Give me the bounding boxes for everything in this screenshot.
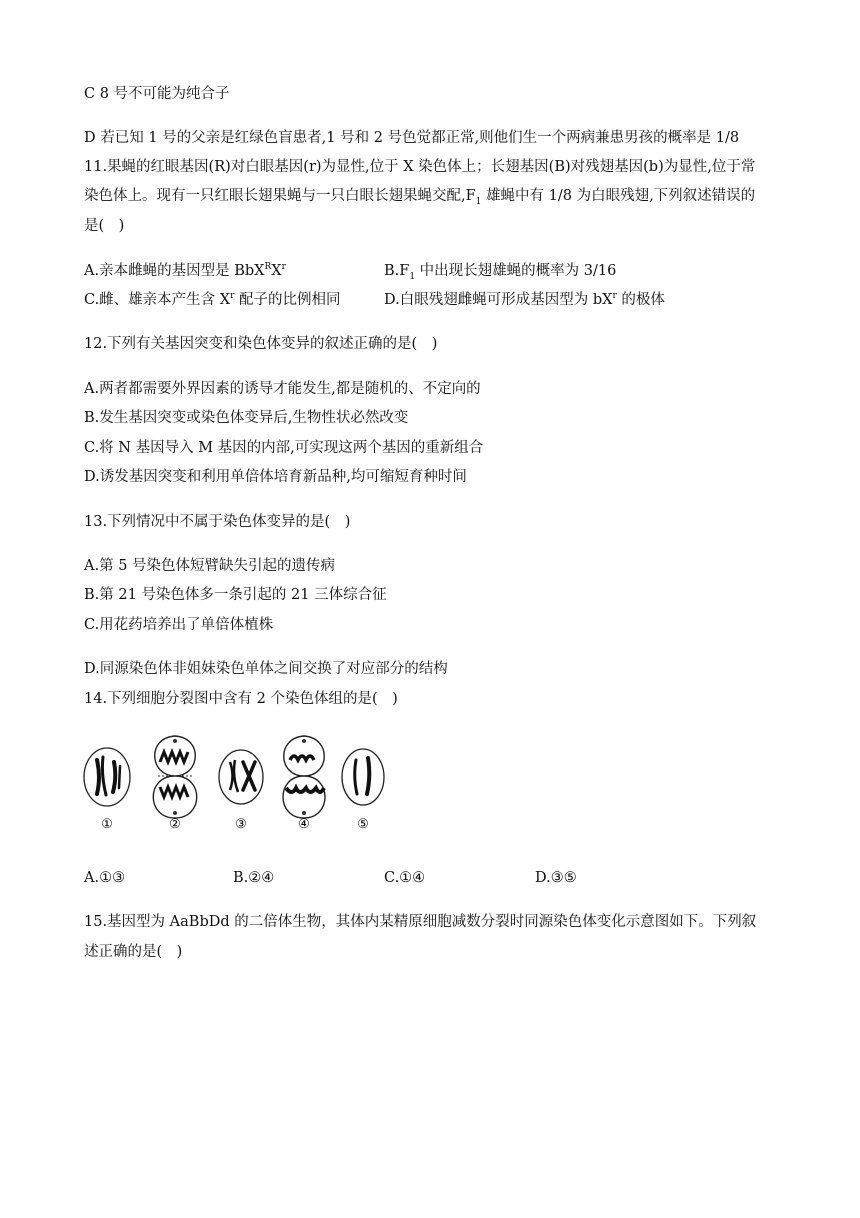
figure-label-3: ③ [235,817,247,832]
cell-3-diagram [219,750,263,804]
figure-label-5: ⑤ [357,817,369,832]
q10-option-d: D 若已知 1 号的父亲是红绿色盲患者,1 号和 2 号色觉都正常,则他们生一个两病兼患男孩的概率是 1/8 [84,130,740,146]
q12-stem: 12.下列有关基因突变和染色体变异的叙述正确的是( ) [84,336,438,352]
q15-stem-line1: 15.基因型为 AaBbDd 的二倍体生物，其体内某精原细胞减数分裂时同源染色体变化示意图如下。下列叙 [84,914,757,930]
q14-option-c: C.①④ [384,870,426,886]
q14-option-b: B.②④ [233,870,275,886]
cell-division-figure [80,732,390,834]
q12-option-b: B.发生基因突变或染色体变异后,生物性状必然改变 [84,410,409,426]
figure-label-4: ④ [298,817,310,832]
q14-option-d: D.③⑤ [535,870,577,886]
figure-label-1: ① [101,817,113,832]
cell-4-diagram [283,736,325,818]
q13-option-c: C.用花药培养出了单倍体植株 [84,617,274,633]
q11-stem-line1: 11.果蝇的红眼基因(R)对白眼基因(r)为显性,位于 X 染色体上；长翅基因(B)对残翅基因(b)为显性,位于常 [84,159,756,175]
q15-stem-line2: 述正确的是( ) [84,944,183,960]
q14-option-a: A.①③ [84,870,126,886]
cell-2-diagram [153,736,197,818]
q10-option-c: C 8 号不可能为纯合子 [84,86,230,102]
q13-option-b: B.第 21 号染色体多一条引起的 21 三体综合征 [84,587,387,603]
q13-option-d: D.同源染色体非姐妹染色单体之间交换了对应部分的结构 [84,661,448,677]
q12-option-c: C.将 N 基因导入 M 基因的内部,可实现这两个基因的重新组合 [84,440,484,456]
q11-option-c: C.雌、雄亲本产生含 $X^r$ 配子的比例相同 [84,291,341,308]
q13-stem: 13.下列情况中不属于染色体变异的是( ) [84,514,351,530]
q12-option-a: A.两者都需要外界因素的诱导才能发生,都是随机的、不定向的 [84,381,481,397]
q11-option-b: $B.F_1$ 中出现长翅雄蝇的概率为 3/16 [384,263,617,282]
q11-option-a: A.亲本雌蝇的基因型是 $BbX^RX^r$ [84,262,286,279]
q14-stem: 14.下列细胞分裂图中含有 2 个染色体组的是( ) [84,691,398,707]
figure-label-2: ② [169,817,181,832]
cell-5-diagram [342,749,384,805]
cell-1-diagram [84,748,130,806]
q11-stem-line2: 染色体上。现有一只红眼长翅果蝇与一只白眼长翅果蝇交配$,F_1$ 雄蝇中有 1/8 为白眼残翅,下列叙述错误的 [84,188,756,207]
q11-option-d: D.白眼残翅雌蝇可形成基因型为 $bX^r$ 的极体 [384,291,665,308]
q13-option-a: A.第 5 号染色体短臂缺失引起的遗传病 [84,558,336,574]
q12-option-d: D.诱发基因突变和利用单倍体培育新品种,均可缩短育种时间 [84,469,467,485]
q11-stem-line3: 是( ) [84,218,125,234]
